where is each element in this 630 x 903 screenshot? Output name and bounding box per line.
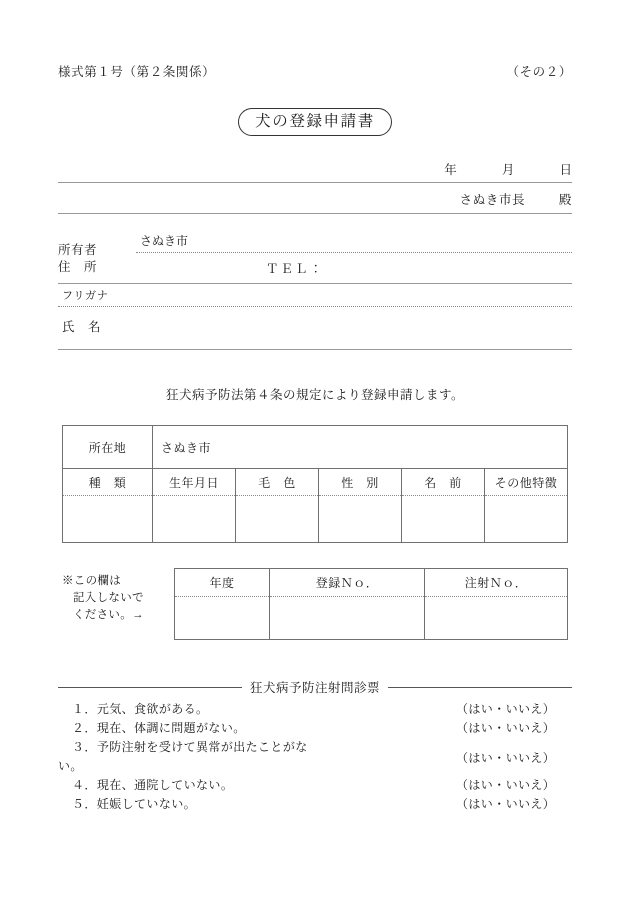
dog-col-other-features: その他特徴	[485, 469, 568, 496]
owner-address-input[interactable]: さぬき市	[136, 228, 572, 253]
owner-address-row	[58, 228, 572, 283]
dog-cell-birthdate[interactable]	[153, 496, 236, 543]
office-col-injection-no: 注射Ｎｏ．	[425, 569, 568, 597]
questionnaire-item-answer[interactable]: （はい・いいえ）	[456, 702, 556, 716]
form-number: 様式第１号（第２条関係）	[58, 65, 216, 79]
office-col-fiscal-year: 年度	[175, 569, 270, 597]
dog-table-header-row	[63, 469, 568, 496]
questionnaire-item-label: 予防注射を受けて異常が出たことがな	[96, 740, 308, 754]
owner-label-line2: 住 所	[58, 260, 98, 274]
questionnaire-item-answer[interactable]: （はい・いいえ）	[456, 797, 556, 811]
office-note-line2: 記入しないで	[73, 592, 144, 604]
questionnaire-rule-left	[58, 687, 242, 688]
page-title: 犬の登録申請書	[238, 108, 392, 136]
owner-tel-row[interactable]	[136, 253, 572, 283]
questionnaire-item-label-continued: い。	[58, 759, 83, 773]
questionnaire-item-answer[interactable]: （はい・いいえ）	[456, 721, 556, 735]
questionnaire-item	[58, 719, 572, 738]
dog-cell-other-features[interactable]	[485, 496, 568, 543]
dog-cell-name[interactable]	[402, 496, 485, 543]
questionnaire-list	[58, 700, 572, 814]
dog-cell-sex[interactable]	[319, 496, 402, 543]
questionnaire-item-text	[58, 738, 456, 776]
office-table-data-row	[175, 597, 568, 640]
owner-block	[58, 228, 572, 350]
owner-name-label: 氏 名	[62, 320, 102, 334]
addressee-honorific: 殿	[558, 193, 572, 207]
dog-col-coat-color: 毛 色	[236, 469, 319, 496]
questionnaire-item-text	[58, 776, 456, 795]
owner-address-label	[58, 228, 136, 283]
office-use-table	[174, 568, 568, 640]
questionnaire-item	[58, 776, 572, 795]
date-month-label: 月	[501, 163, 515, 177]
dog-col-breed: 種 類	[63, 469, 153, 496]
dog-col-birthdate: 生年月日	[153, 469, 236, 496]
questionnaire-item-number: ２．	[72, 721, 97, 735]
owner-label-line1: 所有者	[58, 243, 98, 257]
questionnaire-item	[58, 795, 572, 814]
questionnaire-item-number: ５．	[72, 797, 97, 811]
dog-cell-coat-color[interactable]	[236, 496, 319, 543]
questionnaire-header	[58, 678, 572, 696]
questionnaire-item-text	[58, 700, 456, 719]
owner-address-fields	[136, 228, 572, 283]
dog-details-table	[62, 425, 568, 543]
dog-table-data-row	[63, 496, 568, 543]
dog-col-name: 名 前	[402, 469, 485, 496]
dog-location-value[interactable]: さぬき市	[153, 426, 568, 469]
addressee-mayor: さぬき市長	[459, 193, 526, 207]
owner-name-row[interactable]	[58, 307, 572, 350]
office-note-line1: ※この欄は	[62, 575, 121, 587]
questionnaire-item-text	[58, 719, 456, 738]
questionnaire-item	[58, 700, 572, 719]
date-line	[58, 160, 572, 183]
questionnaire-rule-right	[388, 687, 572, 688]
questionnaire-item-number: １．	[72, 702, 97, 716]
questionnaire-item-label: 妊娠していない。	[96, 797, 197, 811]
office-note-line3: ください。→	[73, 609, 144, 621]
questionnaire-item-answer[interactable]: （はい・いいえ）	[456, 750, 556, 765]
owner-tel-label: ＴＥＬ：	[265, 262, 324, 276]
questionnaire-item-number: ４．	[72, 778, 97, 792]
questionnaire-item-label: 元気、食欲がある。	[96, 702, 209, 716]
date-day-label: 日	[559, 163, 572, 177]
owner-furigana-label: フリガナ	[62, 290, 109, 302]
owner-furigana-row[interactable]	[58, 284, 572, 307]
office-col-registration-no: 登録Ｎｏ．	[270, 569, 425, 597]
questionnaire-item-number: ３．	[72, 740, 97, 754]
questionnaire-title: 狂犬病予防注射問診票	[250, 681, 381, 695]
addressee-line	[58, 190, 572, 214]
page-title-wrap	[0, 108, 630, 136]
dog-col-sex: 性 別	[319, 469, 402, 496]
office-use-note	[62, 573, 172, 624]
office-cell-injection-no[interactable]	[425, 597, 568, 640]
form-meta-row	[58, 62, 572, 80]
questionnaire-item-text	[58, 795, 456, 814]
dog-location-label: 所在地	[63, 426, 153, 469]
office-cell-fiscal-year[interactable]	[175, 597, 270, 640]
dog-cell-breed[interactable]	[63, 496, 153, 543]
declaration-text: 狂犬病予防法第４条の規定により登録申請します。	[165, 388, 464, 402]
questionnaire-item	[58, 738, 572, 776]
questionnaire-item-label: 現在、体調に問題がない。	[96, 721, 246, 735]
questionnaire-item-label: 現在、通院していない。	[96, 778, 234, 792]
dog-location-row	[63, 426, 568, 469]
form-part-label: （その２）	[506, 65, 572, 79]
office-cell-registration-no[interactable]	[270, 597, 425, 640]
date-year-label: 年	[444, 163, 457, 177]
questionnaire-item-answer[interactable]: （はい・いいえ）	[456, 778, 556, 792]
office-table-header-row	[175, 569, 568, 597]
